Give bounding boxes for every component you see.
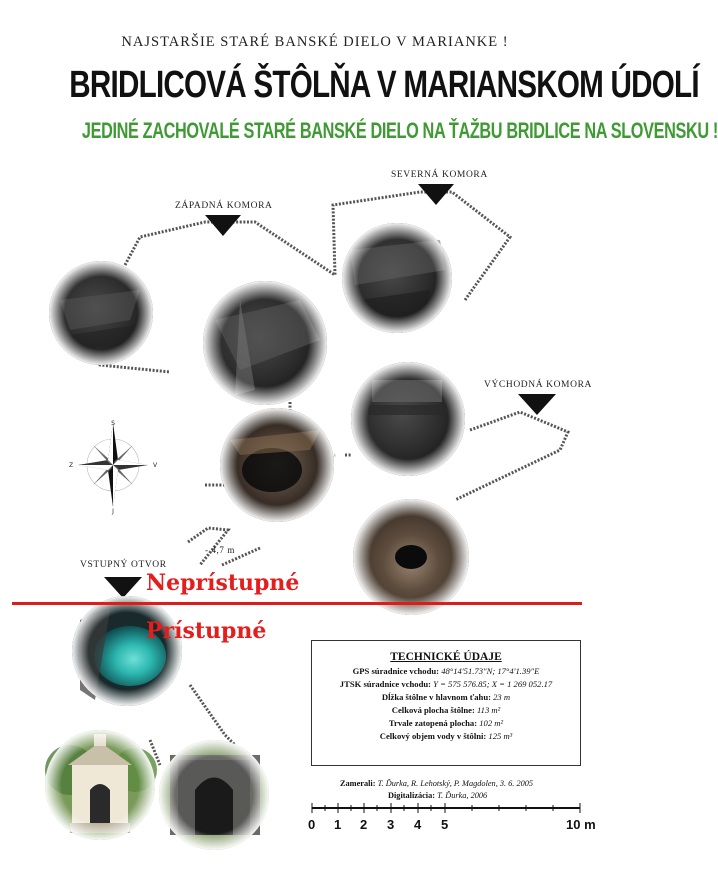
- east-chamber-label: VÝCHODNÁ KOMORA: [484, 380, 592, 390]
- scale-tick: 1: [334, 817, 342, 832]
- scale-end-label: 10 m: [566, 817, 596, 832]
- compass-n: S: [111, 420, 115, 427]
- portal-photo: [159, 740, 269, 850]
- tech-row: Trvale zatopená plocha: 102 m²: [388, 718, 504, 728]
- scale-tick: 5: [441, 817, 449, 832]
- accessibility-divider: [12, 602, 582, 605]
- compass-rose-icon: [69, 420, 158, 515]
- entrance-marker: [104, 577, 142, 598]
- entrance-label: VSTUPNÝ OTVOR: [80, 560, 167, 570]
- compass-e: V: [152, 462, 158, 469]
- top-tagline: NAJSTARŠIE STARÉ BANSKÉ DIELO V MARIANKE !: [121, 34, 509, 50]
- tech-row: Celková plocha štôlne: 113 m²: [391, 705, 501, 715]
- compass-w: Z: [68, 462, 74, 469]
- page-title: BRIDLICOVÁ ŠTÔLŇA V MARIANSKOM ÚDOLÍ: [69, 64, 699, 106]
- technical-data-box: [311, 640, 581, 766]
- digitization-credit: Digitalizácia: T. Ďurka, 2006: [388, 791, 488, 800]
- tech-row: GPS súradnice vchodu: 48°14'51.73"N; 17°4'1.39"E: [352, 666, 540, 676]
- page-subtitle: JEDINÉ ZACHOVALÉ STARÉ BANSKÉ DIELO NA ŤAŽBU BRIDLICE NA SLOVENSKU !: [81, 118, 718, 143]
- scale-tick: 4: [414, 817, 422, 832]
- north-chamber-marker: [418, 184, 454, 205]
- tech-row: JTSK súradnice vchodu: Y = 575 576.85; X = 1 269 052.17: [339, 679, 553, 689]
- cave-photo-4: [351, 362, 465, 476]
- west-chamber-marker: [205, 215, 241, 236]
- cave-photo-2: [203, 281, 327, 405]
- scale-tick: 2: [360, 817, 368, 832]
- survey-credit: Zamerali: T. Ďurka, R. Lehotský, P. Magdolen, 3. 6. 2005: [340, 779, 534, 788]
- cave-photo-1: [49, 261, 153, 365]
- chapel-photo: [45, 730, 157, 840]
- west-chamber-label: ZÁPADNÁ KOMORA: [175, 201, 273, 211]
- tech-row: Celkový objem vody v štôlni: 125 m³: [379, 731, 513, 741]
- technical-data-title: TECHNICKÉ ÚDAJE: [390, 651, 502, 663]
- cave-photo-3: [342, 223, 452, 333]
- compass-s: J: [112, 508, 114, 515]
- accessible-label: Prístupné: [146, 618, 267, 644]
- inaccessible-label: Neprístupné: [146, 570, 300, 596]
- cave-photo-6: [353, 499, 469, 615]
- scale-tick: 3: [387, 817, 395, 832]
- tech-row: Dĺžka štôlne v hlavnom ťahu: 23 m: [381, 692, 511, 702]
- depth-label: - 4,7 m: [205, 545, 235, 555]
- flooded-entrance-photo: [72, 596, 182, 706]
- north-chamber-label: SEVERNÁ KOMORA: [391, 170, 488, 180]
- east-chamber-marker: [518, 394, 556, 415]
- cave-photo-5: [220, 408, 334, 522]
- scale-bar: [312, 803, 580, 813]
- scale-tick: 0: [308, 817, 316, 832]
